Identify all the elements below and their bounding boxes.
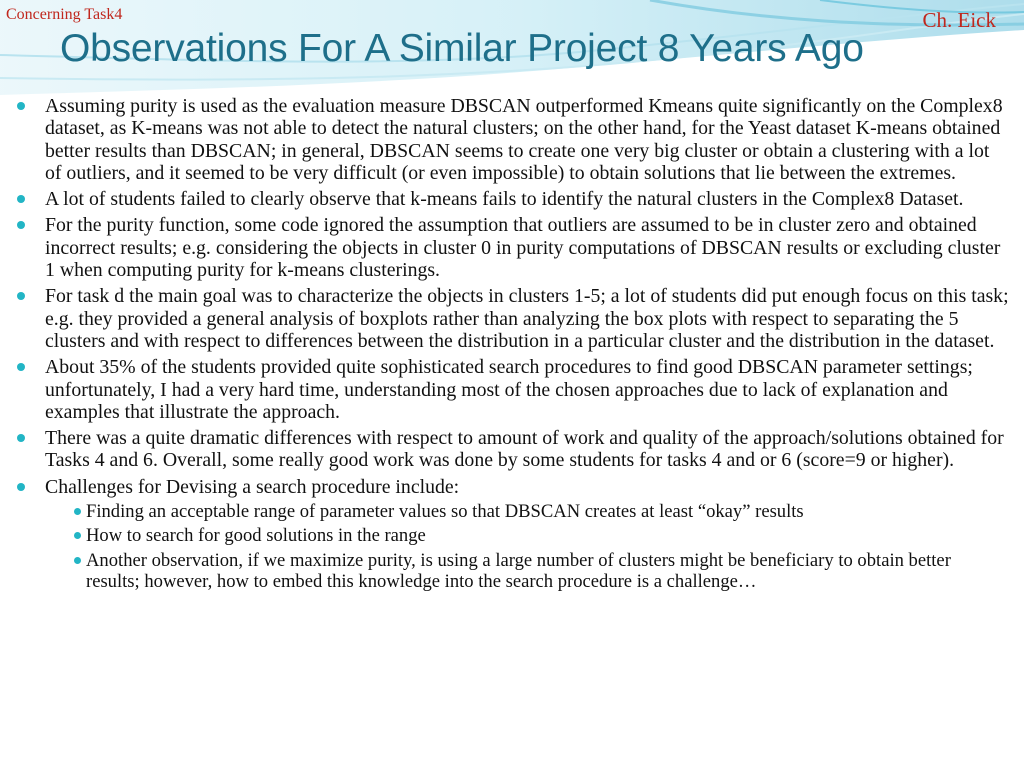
author-label: Ch. Eick xyxy=(922,8,996,32)
bullet-item: A lot of students failed to clearly observe that k-means fails to identify the natural clusters in the Complex8 Dataset. xyxy=(14,188,1009,210)
bullet-list xyxy=(14,95,1009,592)
bullet-item: Assuming purity is used as the evaluation measure DBSCAN outperformed Kmeans quite significantly on the Complex8 dataset, as K-means was not able to detect the natural clusters; on the other hand, for the Yeast dataset K-means obtained better results than DBSCAN; in general, DBSCAN seems to create one very big cluster or obtain a clustering with a lot of outliers, and it seemed to be very difficult (or even impossible) to obtain solutions that lie between the extremes. xyxy=(14,95,1009,184)
sub-bullet-list xyxy=(45,501,1009,592)
slide-content xyxy=(14,95,1009,596)
header-note: Concerning Task4 xyxy=(6,6,123,23)
bullet-item: About 35% of the students provided quite sophisticated search procedures to find good DBSCAN parameter settings; unfortunately, I had a very hard time, understanding most of the chosen approaches due to lack of explanation and examples that illustrate the approach. xyxy=(14,356,1009,423)
sub-bullet-item: How to search for good solutions in the range xyxy=(45,525,1009,546)
bullet-item: There was a quite dramatic differences with respect to amount of work and quality of the approach/solutions obtained for Tasks 4 and 6. Overall, some really good work was done by some students for tasks 4 and or 6 (score=9 or higher). xyxy=(14,427,1009,472)
bullet-text: Challenges for Devising a search procedure include: xyxy=(45,475,460,498)
bullet-item: For task d the main goal was to characterize the objects in clusters 1-5; a lot of students did put enough focus on this task; e.g. they provided a general analysis of boxplots rather than analyzing the box plots with respect to separating the 5 clusters and with respect to differences between the distribution in a particular cluster and the distribution in the dataset. xyxy=(14,285,1009,352)
sub-bullet-item: Finding an acceptable range of parameter values so that DBSCAN creates at least “okay” results xyxy=(45,501,1009,522)
sub-bullet-item: Another observation, if we maximize purity, is using a large number of clusters might be beneficiary to obtain better results; however, how to embed this knowledge into the search procedure is a challenge… xyxy=(45,550,1009,593)
bullet-item: For the purity function, some code ignored the assumption that outliers are assumed to be in cluster zero and obtained incorrect results; e.g. considering the objects in cluster 0 in purity computations of DBSCAN results or excluding cluster 1 when computing purity for k-means clusterings. xyxy=(14,214,1009,281)
bullet-item-challenges xyxy=(14,476,1009,592)
slide-title: Observations For A Similar Project 8 Years Ago xyxy=(60,27,864,70)
